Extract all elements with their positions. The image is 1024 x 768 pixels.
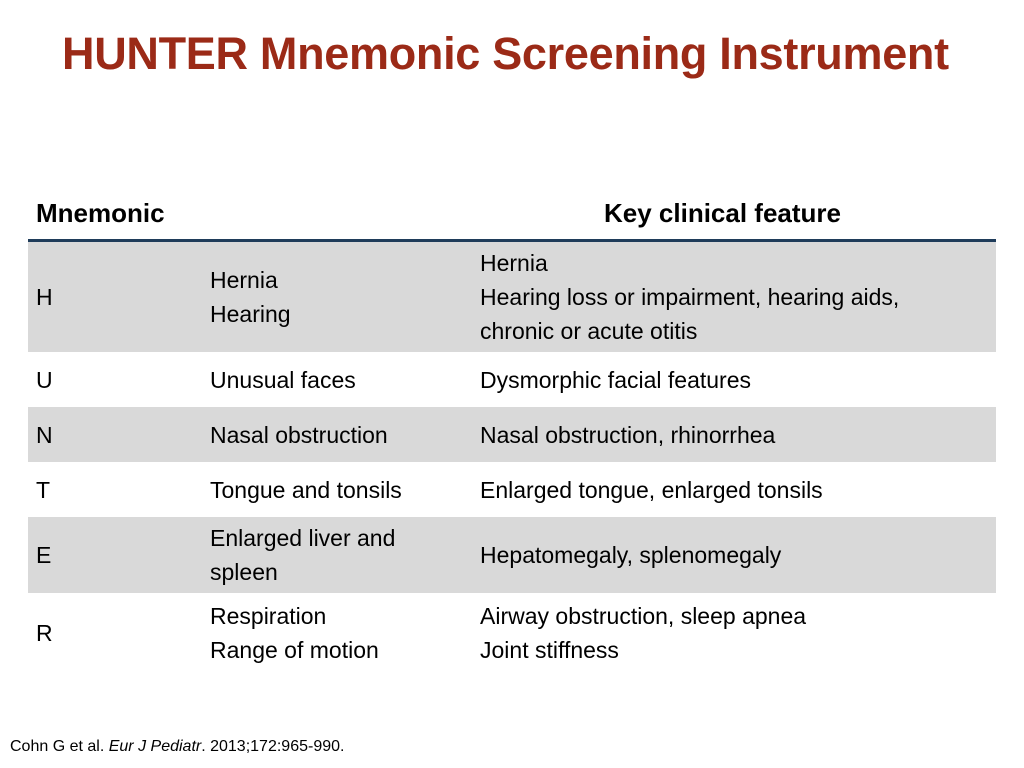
- row-features: [480, 517, 996, 593]
- term-line: Nasal obstruction: [210, 421, 388, 448]
- term-line: Respiration: [210, 603, 327, 629]
- citation-journal: Eur J Pediatr: [108, 738, 202, 755]
- row-features: [480, 462, 996, 517]
- row-terms: [210, 593, 480, 673]
- term-line: Tongue and tonsils: [210, 476, 402, 503]
- slide-title: HUNTER Mnemonic Screening Instrument: [62, 28, 949, 79]
- row-letter: U: [36, 366, 53, 393]
- row-letter: N: [28, 407, 210, 462]
- row-features: [480, 593, 996, 673]
- row-features: [480, 352, 996, 407]
- term-line: Hearing: [210, 301, 291, 327]
- feature-line: chronic or acute otitis: [480, 318, 698, 344]
- row-letter: T: [36, 476, 51, 503]
- row-terms: [210, 407, 480, 462]
- header-key-clinical-feature: Key clinical feature: [480, 188, 996, 241]
- table-row-n: [28, 407, 996, 462]
- table-row-t: [28, 462, 996, 517]
- term-line: Enlarged liver and: [210, 525, 396, 551]
- table-header-row: [28, 188, 996, 241]
- row-terms: [210, 462, 480, 517]
- feature-line: Hernia: [480, 250, 548, 276]
- term-line: spleen: [210, 559, 278, 585]
- feature-line: Airway obstruction, sleep apnea: [480, 603, 807, 629]
- term-line: Hernia: [210, 267, 278, 293]
- citation-details: . 2013;172:965-990.: [201, 738, 345, 755]
- table-row-h: [28, 241, 996, 353]
- term-line: Unusual faces: [210, 366, 356, 393]
- feature-line: Dysmorphic facial features: [480, 366, 751, 393]
- table-row-u: [28, 352, 996, 407]
- feature-line: Hepatomegaly, splenomegaly: [480, 542, 782, 568]
- citation-authors: Cohn G et al.: [10, 738, 105, 755]
- feature-line: Joint stiffness: [480, 637, 619, 663]
- header-mnemonic: Mnemonic: [28, 188, 480, 241]
- row-terms: [210, 352, 480, 407]
- row-terms: [210, 517, 480, 593]
- feature-line: Enlarged tongue, enlarged tonsils: [480, 476, 823, 503]
- row-features: [480, 241, 996, 353]
- table-row-e: [28, 517, 996, 593]
- term-line: Range of motion: [210, 637, 379, 663]
- citation: [10, 738, 344, 756]
- row-letter: E: [28, 517, 210, 593]
- hunter-table: [28, 188, 996, 673]
- row-letter: H: [28, 241, 210, 353]
- row-letter: R: [36, 620, 53, 646]
- feature-line: Hearing loss or impairment, hearing aids,: [480, 284, 900, 310]
- row-terms: [210, 241, 480, 353]
- row-features: [480, 407, 996, 462]
- table-row-r: [28, 593, 996, 673]
- feature-line: Nasal obstruction, rhinorrhea: [480, 421, 776, 448]
